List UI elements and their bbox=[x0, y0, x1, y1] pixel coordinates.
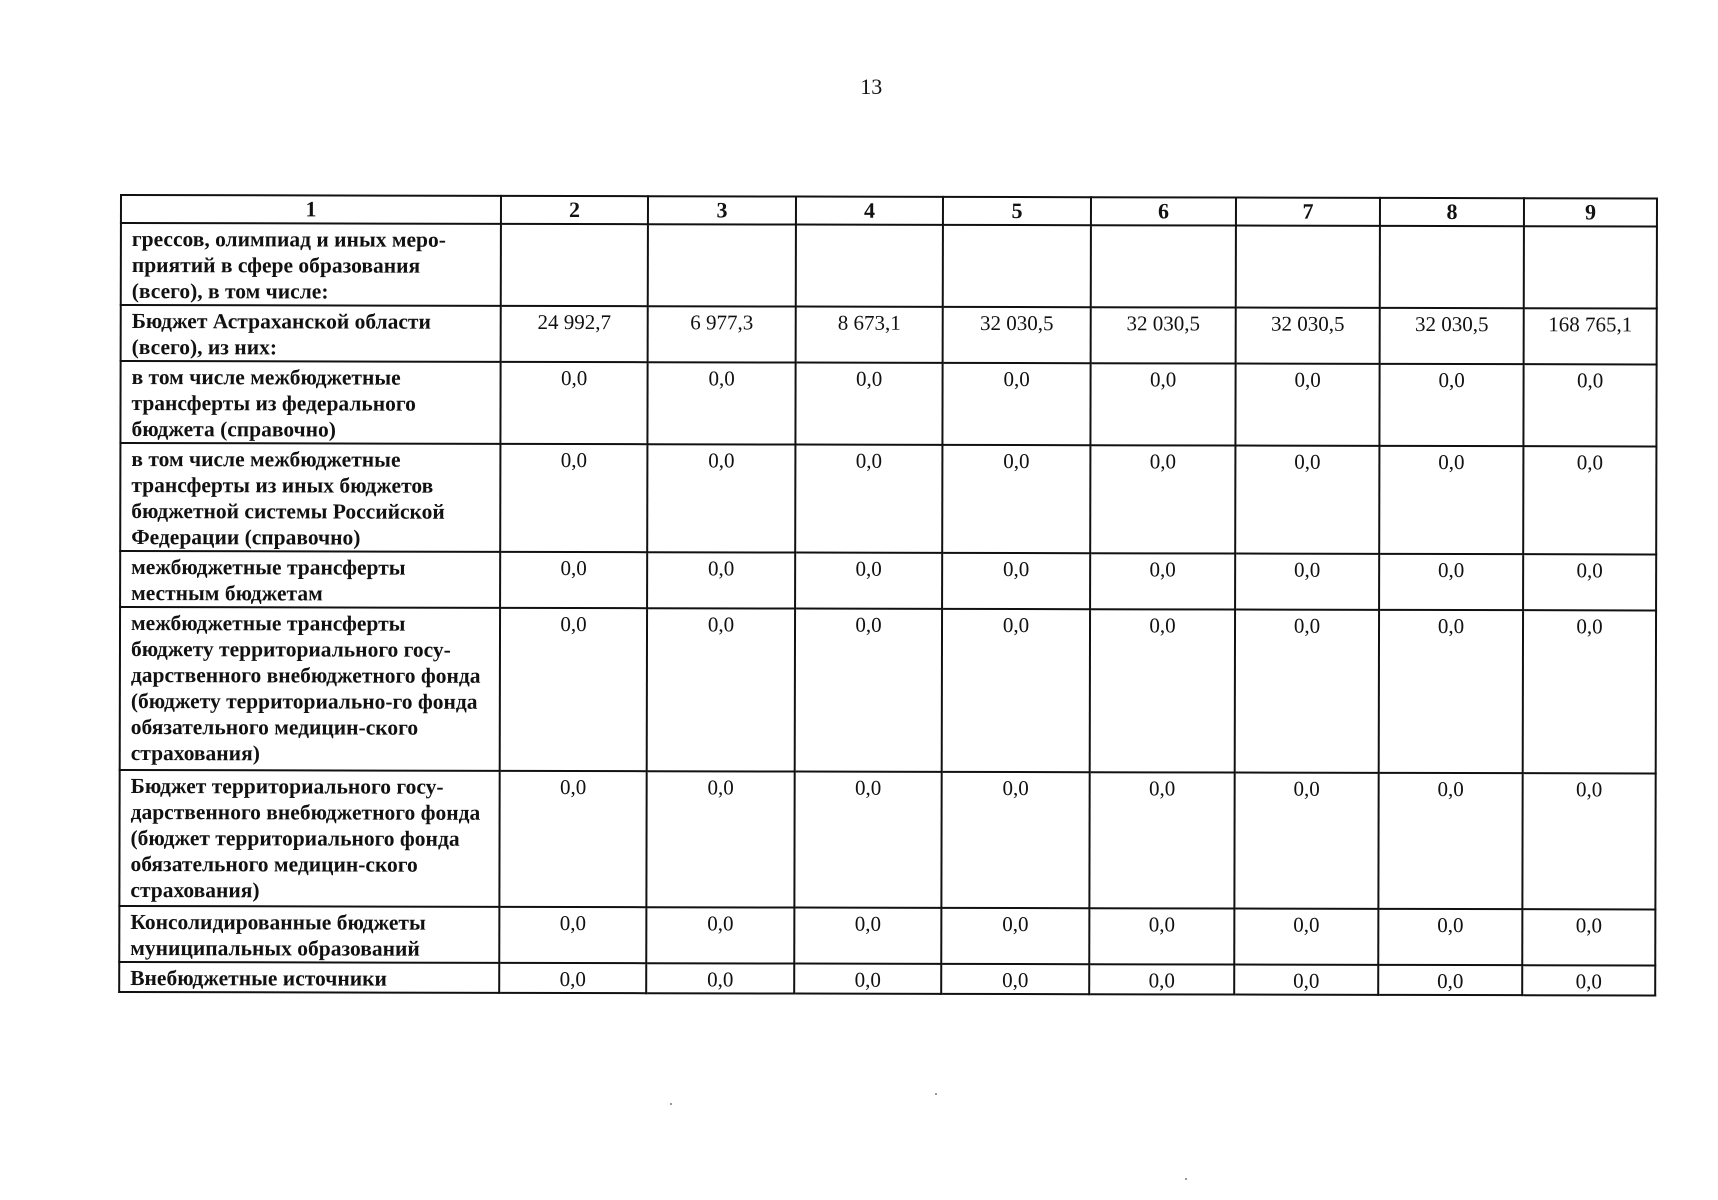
table-cell: 0,0 bbox=[1089, 908, 1234, 964]
table-cell bbox=[1091, 225, 1236, 307]
scan-speck bbox=[935, 1093, 937, 1095]
table-cell: 0,0 bbox=[1234, 909, 1378, 965]
table-cell: 32 030,5 bbox=[1236, 308, 1380, 364]
table-cell: 0,0 bbox=[1378, 773, 1522, 909]
table-cell: 8 673,1 bbox=[796, 307, 943, 363]
table-cell: 0,0 bbox=[1090, 445, 1235, 553]
table-cell: 0,0 bbox=[1235, 610, 1379, 773]
table-row bbox=[121, 223, 1657, 308]
column-number: 4 bbox=[796, 197, 943, 225]
table-cell: 0,0 bbox=[1234, 965, 1378, 995]
table-cell: 0,0 bbox=[1235, 554, 1379, 610]
table-cell: 0,0 bbox=[795, 609, 942, 772]
table-row bbox=[120, 551, 1656, 610]
table-cell: 6 977,3 bbox=[648, 306, 796, 362]
column-number: 6 bbox=[1091, 197, 1236, 225]
table-cell: 0,0 bbox=[499, 963, 646, 993]
table-cell: 0,0 bbox=[942, 553, 1090, 609]
row-label: грессов, олимпиад и иных меро-приятий в сфере образования (всего), в том числе: bbox=[121, 223, 501, 306]
table-cell: 0,0 bbox=[794, 964, 941, 994]
table-row bbox=[120, 361, 1656, 446]
table-cell: 0,0 bbox=[794, 908, 941, 964]
table-cell: 0,0 bbox=[1090, 609, 1235, 772]
column-number: 3 bbox=[648, 196, 796, 224]
table-cell: 0,0 bbox=[1235, 364, 1379, 446]
table-cell: 32 030,5 bbox=[1091, 307, 1236, 363]
table-cell: 0,0 bbox=[795, 445, 942, 553]
table-cell: 0,0 bbox=[795, 363, 942, 445]
table-cell: 0,0 bbox=[941, 908, 1089, 964]
column-number: 5 bbox=[943, 197, 1091, 225]
table-cell bbox=[943, 225, 1091, 307]
table-cell bbox=[501, 224, 648, 306]
table-cell: 0,0 bbox=[646, 907, 794, 963]
table-cell: 0,0 bbox=[1522, 773, 1655, 909]
row-label: Внебюджетные источники bbox=[119, 962, 499, 993]
column-number-row bbox=[121, 195, 1657, 226]
table-cell: 0,0 bbox=[1234, 773, 1378, 909]
table-cell bbox=[796, 225, 943, 307]
table-cell: 0,0 bbox=[1089, 964, 1234, 994]
row-label: в том числе межбюджетные трансферты из федерального бюджета (справочно) bbox=[120, 361, 500, 444]
column-number: 8 bbox=[1380, 198, 1524, 226]
table-cell: 0,0 bbox=[942, 363, 1090, 445]
row-label: Бюджет территориального госу-дарственного внебюджетного фонда (бюджет территориального фонда обязательного медицин-ского страхования) bbox=[119, 770, 499, 907]
table-cell: 0,0 bbox=[1523, 446, 1656, 554]
row-label: Бюджет Астраханской области (всего), из них: bbox=[121, 305, 501, 362]
scan-speck bbox=[670, 1103, 672, 1105]
table-cell: 0,0 bbox=[1378, 965, 1522, 995]
table-cell: 0,0 bbox=[1522, 909, 1655, 965]
table-cell: 0,0 bbox=[941, 772, 1089, 908]
table-cell: 0,0 bbox=[1523, 554, 1656, 610]
table-cell: 0,0 bbox=[794, 772, 941, 908]
table-cell: 0,0 bbox=[1090, 363, 1235, 445]
row-label: в том числе межбюджетные трансферты из иных бюджетов бюджетной системы Российской Федерации (справочно) bbox=[120, 443, 500, 552]
table-cell: 0,0 bbox=[1522, 965, 1655, 995]
table-cell: 0,0 bbox=[1523, 610, 1656, 773]
table-cell: 0,0 bbox=[500, 608, 647, 771]
table-cell: 0,0 bbox=[795, 553, 942, 609]
table-cell: 0,0 bbox=[941, 964, 1089, 994]
row-label: межбюджетные трансферты бюджету территориального госу-дарственного внебюджетного фонда (бюджету территориально-го фонда обязательного медицин-ского страхования) bbox=[120, 607, 500, 771]
table-cell: 0,0 bbox=[500, 552, 647, 608]
table-cell: 0,0 bbox=[1379, 554, 1523, 610]
table-cell: 24 992,7 bbox=[501, 306, 648, 362]
table-cell: 0,0 bbox=[500, 444, 647, 552]
table-cell: 0,0 bbox=[1523, 364, 1656, 446]
table-cell: 32 030,5 bbox=[1380, 308, 1524, 364]
column-number: 1 bbox=[121, 195, 501, 224]
column-number: 9 bbox=[1524, 198, 1657, 226]
table-cell: 0,0 bbox=[499, 771, 646, 907]
table-cell: 0,0 bbox=[500, 362, 647, 444]
table-cell: 0,0 bbox=[646, 963, 794, 993]
table-cell: 0,0 bbox=[647, 444, 795, 552]
table-cell: 0,0 bbox=[1378, 909, 1522, 965]
table-cell: 0,0 bbox=[942, 609, 1090, 772]
table-cell: 0,0 bbox=[647, 552, 795, 608]
table-row bbox=[119, 770, 1655, 909]
table-cell: 0,0 bbox=[1379, 446, 1523, 554]
table-row bbox=[120, 607, 1656, 773]
table-cell bbox=[1524, 226, 1657, 308]
table-cell bbox=[648, 224, 796, 306]
table-row bbox=[119, 962, 1655, 995]
table-cell: 32 030,5 bbox=[943, 307, 1091, 363]
column-number: 2 bbox=[501, 196, 648, 224]
table-cell: 0,0 bbox=[1090, 553, 1235, 609]
page-number: 13 bbox=[860, 74, 883, 99]
table-cell: 0,0 bbox=[647, 362, 795, 444]
table-row bbox=[120, 443, 1656, 554]
row-label: межбюджетные трансферты местным бюджетам bbox=[120, 551, 500, 608]
table-cell bbox=[1380, 226, 1524, 308]
table-cell: 0,0 bbox=[1379, 610, 1523, 773]
row-label: Консолидированные бюджеты муниципальных образований bbox=[119, 906, 499, 963]
budget-table bbox=[118, 194, 1658, 996]
table-cell: 0,0 bbox=[1379, 364, 1523, 446]
table-cell: 0,0 bbox=[1089, 772, 1234, 908]
table-cell bbox=[1236, 226, 1380, 308]
table-cell: 0,0 bbox=[646, 771, 794, 907]
table-cell: 0,0 bbox=[942, 445, 1090, 553]
table-row bbox=[119, 906, 1655, 965]
table-cell: 0,0 bbox=[647, 608, 795, 771]
table-row bbox=[121, 305, 1657, 364]
column-number: 7 bbox=[1236, 198, 1380, 226]
scan-speck bbox=[1185, 1178, 1187, 1180]
table-cell: 0,0 bbox=[499, 907, 646, 963]
table-cell: 168 765,1 bbox=[1524, 308, 1657, 364]
table-cell: 0,0 bbox=[1235, 446, 1379, 554]
